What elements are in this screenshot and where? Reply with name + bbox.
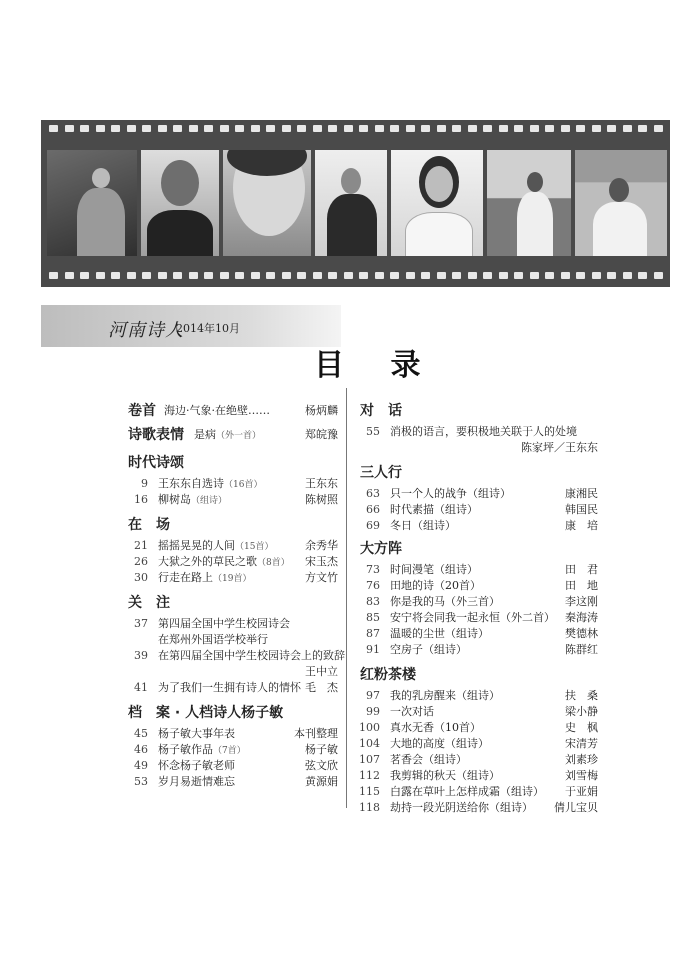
toc-entry[interactable] xyxy=(360,688,598,704)
entry-title: 摇摇晃晃的人间 xyxy=(158,539,235,552)
entry-title: 杨子敏大事年表 xyxy=(158,727,235,740)
film-hole xyxy=(96,125,105,132)
film-hole xyxy=(266,272,275,279)
film-hole xyxy=(421,125,430,132)
entry-title: 空房子（组诗） xyxy=(390,643,467,656)
entry-author: 本刊整理 xyxy=(294,727,338,740)
entry-author: 梁小静 xyxy=(565,705,598,718)
film-hole xyxy=(158,125,167,132)
film-hole xyxy=(142,125,151,132)
film-hole xyxy=(235,125,244,132)
entry-page: 21 xyxy=(134,539,148,552)
film-hole xyxy=(561,125,570,132)
entry-title: 王东东自选诗 xyxy=(158,477,224,490)
toc-entry[interactable] xyxy=(360,752,598,768)
entry-title: 岁月易逝情难忘 xyxy=(158,775,235,788)
photo-woman-closeup xyxy=(223,150,311,256)
film-hole xyxy=(607,272,616,279)
entry-author: 王东东 xyxy=(305,477,338,490)
section-heading-dafangzhen: 大方阵 xyxy=(360,541,402,557)
entry-page: 26 xyxy=(134,555,148,568)
issue-date: 2014年10月 xyxy=(176,322,240,335)
toc-entry[interactable] xyxy=(128,554,338,570)
film-hole xyxy=(514,125,523,132)
toc-entry[interactable] xyxy=(360,626,598,642)
film-hole xyxy=(623,272,632,279)
entry-author: 郑皖豫 xyxy=(305,428,338,441)
entry-page: 107 xyxy=(359,753,380,766)
film-hole xyxy=(483,272,492,279)
film-hole xyxy=(592,272,601,279)
toc-entry[interactable] xyxy=(360,800,598,816)
film-hole xyxy=(189,125,198,132)
entry-title: 在郑州外国语学校举行 xyxy=(158,633,268,646)
film-hole xyxy=(561,272,570,279)
toc-entry[interactable] xyxy=(360,440,598,456)
toc-entry[interactable] xyxy=(360,502,598,518)
toc-entry[interactable] xyxy=(360,784,598,800)
entry-author: 康湘民 xyxy=(565,487,598,500)
entry-page: 63 xyxy=(366,487,380,500)
film-hole xyxy=(576,272,585,279)
film-hole xyxy=(375,125,384,132)
entry-title: 柳树岛 xyxy=(158,493,191,506)
entry-title: 冬日（组诗） xyxy=(390,519,456,532)
toc-entry[interactable] xyxy=(128,492,338,508)
entry-page: 99 xyxy=(366,705,380,718)
film-hole xyxy=(173,125,182,132)
entry-page: 9 xyxy=(141,477,148,490)
entry-page: 41 xyxy=(134,681,148,694)
entry-author: 樊德林 xyxy=(565,627,598,640)
film-hole xyxy=(80,272,89,279)
entry-page: 91 xyxy=(366,643,380,656)
entry-page: 39 xyxy=(134,649,148,662)
entry-page: 76 xyxy=(366,579,380,592)
film-hole xyxy=(266,125,275,132)
entry-title: 在第四届全国中学生校园诗会上的致辞 xyxy=(158,649,345,662)
film-hole xyxy=(127,125,136,132)
entry-author: 毛 杰 xyxy=(305,681,338,694)
entry-author: 王中立 xyxy=(305,665,338,678)
entry-title: 大狱之外的草民之歌 xyxy=(158,555,257,568)
film-hole xyxy=(251,272,260,279)
section-heading-hongfen: 红粉茶楼 xyxy=(360,667,416,683)
entry-title: 消极的语言，要积极地关联于人的处境 xyxy=(390,425,577,438)
toc-entry[interactable] xyxy=(128,758,338,774)
entry-author: 韩国民 xyxy=(565,503,598,516)
film-perforations-bottom xyxy=(41,272,670,282)
film-hole xyxy=(328,125,337,132)
entry-note: （15首） xyxy=(235,542,274,552)
entry-title: 你是我的马（外三首） xyxy=(390,595,500,608)
entry-page: 46 xyxy=(134,743,148,756)
photo-man-in-pavilion xyxy=(575,150,667,256)
column-divider xyxy=(346,388,347,808)
toc-entry[interactable] xyxy=(128,476,338,492)
film-hole xyxy=(80,125,89,132)
film-hole xyxy=(313,272,322,279)
section-heading-zaichang: 在 场 xyxy=(128,517,170,533)
toc-entry[interactable] xyxy=(128,632,338,648)
film-hole xyxy=(96,272,105,279)
entry-page: 69 xyxy=(366,519,380,532)
entry-title: 时间漫笔（组诗） xyxy=(390,563,478,576)
entry-author: 于亚娟 xyxy=(565,785,598,798)
toc-entry-shige[interactable] xyxy=(128,422,338,448)
film-hole xyxy=(158,272,167,279)
entry-author: 扶 桑 xyxy=(565,689,598,702)
photo-young-man-glasses xyxy=(141,150,219,256)
film-hole xyxy=(623,125,632,132)
entry-page: 37 xyxy=(134,617,148,630)
film-hole xyxy=(452,125,461,132)
toc-entry[interactable] xyxy=(360,594,598,610)
toc-entry[interactable] xyxy=(360,562,598,578)
film-hole xyxy=(282,125,291,132)
film-hole xyxy=(359,125,368,132)
entry-author: 陈树照 xyxy=(305,493,338,506)
film-hole xyxy=(359,272,368,279)
entry-title: 海边·气象·在绝壁…… xyxy=(164,404,270,417)
film-hole xyxy=(390,272,399,279)
entry-note: （19首） xyxy=(213,574,252,584)
film-hole xyxy=(468,125,477,132)
section-heading-dangan: 档 案 · 人档诗人杨子敏 xyxy=(128,705,284,721)
toc-entry[interactable] xyxy=(360,642,598,658)
magazine-name: 河南诗人 xyxy=(108,320,184,341)
film-hole xyxy=(65,272,74,279)
toc-entry[interactable] xyxy=(360,518,598,534)
film-hole xyxy=(592,125,601,132)
film-hole xyxy=(328,272,337,279)
photo-filmstrip xyxy=(41,120,670,287)
film-hole xyxy=(483,125,492,132)
section-heading-sanrenxing: 三人行 xyxy=(360,465,402,481)
entry-title: 为了我们一生拥有诗人的情怀 xyxy=(158,681,301,694)
toc-entry[interactable] xyxy=(360,704,598,720)
entry-title: 一次对话 xyxy=(390,705,434,718)
toc-entry[interactable] xyxy=(128,664,338,680)
toc-entry[interactable] xyxy=(128,648,345,664)
film-hole xyxy=(654,125,663,132)
film-hole xyxy=(204,125,213,132)
entry-note: （8首） xyxy=(257,558,290,568)
film-hole xyxy=(375,272,384,279)
film-hole xyxy=(468,272,477,279)
film-hole xyxy=(235,272,244,279)
entry-page: 100 xyxy=(359,721,380,734)
entry-page: 53 xyxy=(134,775,148,788)
entry-author: 倩儿宝贝 xyxy=(554,801,598,814)
section-heading-duihua: 对 话 xyxy=(360,403,402,419)
toc-entry[interactable] xyxy=(128,616,338,632)
film-hole xyxy=(173,272,182,279)
page-title: 目 录 xyxy=(314,348,439,383)
toc-entry[interactable] xyxy=(360,720,598,736)
entry-title: 劫持一段光阴送给你（组诗） xyxy=(390,801,533,814)
film-hole xyxy=(406,272,415,279)
toc-entry[interactable] xyxy=(128,538,338,554)
entry-author: 李这刚 xyxy=(565,595,598,608)
film-perforations-top xyxy=(41,125,670,135)
toc-entry[interactable] xyxy=(360,736,598,752)
film-hole xyxy=(204,272,213,279)
entry-author: 刘素珍 xyxy=(565,753,598,766)
entry-author: 方文竹 xyxy=(305,571,338,584)
film-hole xyxy=(421,272,430,279)
entry-page: 45 xyxy=(134,727,148,740)
entry-page: 16 xyxy=(134,493,148,506)
film-hole xyxy=(127,272,136,279)
entry-note: （16首） xyxy=(224,480,263,490)
toc-entry[interactable] xyxy=(360,424,598,440)
entry-title: 行走在路上 xyxy=(158,571,213,584)
entry-title: 真水无香（10首） xyxy=(390,721,481,734)
film-hole xyxy=(530,125,539,132)
entry-page: 73 xyxy=(366,563,380,576)
entry-page: 83 xyxy=(366,595,380,608)
toc-left-column xyxy=(128,400,345,790)
entry-author: 黄源娟 xyxy=(305,775,338,788)
toc-entry[interactable] xyxy=(128,680,338,696)
section-heading-shidai: 时代诗颂 xyxy=(128,455,184,471)
film-hole xyxy=(607,125,616,132)
entry-author: 田 君 xyxy=(565,563,598,576)
film-hole xyxy=(111,272,120,279)
entry-title: 白露在草叶上怎样成霜（组诗） xyxy=(390,785,544,798)
entry-page: 85 xyxy=(366,611,380,624)
entry-title: 只一个人的战争（组诗） xyxy=(390,487,511,500)
film-hole xyxy=(282,272,291,279)
entry-title: 我的乳房醒来（组诗） xyxy=(390,689,500,702)
film-hole xyxy=(406,125,415,132)
entry-page: 30 xyxy=(134,571,148,584)
entry-page: 104 xyxy=(359,737,380,750)
entry-page: 55 xyxy=(366,425,380,438)
film-hole xyxy=(514,272,523,279)
entry-note: （7首） xyxy=(213,746,246,756)
entry-page: 118 xyxy=(359,801,380,814)
film-hole xyxy=(65,125,74,132)
section-label: 诗歌表情 xyxy=(128,427,184,443)
entry-page: 112 xyxy=(359,769,380,782)
film-hole xyxy=(49,272,58,279)
section-label: 卷首 xyxy=(128,403,156,419)
photo-plaster-statue xyxy=(47,150,137,256)
toc-entry[interactable] xyxy=(128,726,338,742)
film-hole xyxy=(220,272,229,279)
entry-author: 余秀华 xyxy=(305,539,338,552)
entry-author: 宋玉杰 xyxy=(305,555,338,568)
entry-title: 是病 xyxy=(194,428,216,441)
toc-entry[interactable] xyxy=(360,578,598,594)
entry-author: 史 枫 xyxy=(565,721,598,734)
film-hole xyxy=(499,125,508,132)
film-hole xyxy=(49,125,58,132)
film-hole xyxy=(530,272,539,279)
entry-page: 66 xyxy=(366,503,380,516)
film-hole xyxy=(189,272,198,279)
entry-title: 怀念杨子敏老师 xyxy=(158,759,235,772)
film-hole xyxy=(654,272,663,279)
toc-entry-juanshou[interactable] xyxy=(128,400,338,422)
photo-man-seated xyxy=(315,150,387,256)
entry-page: 97 xyxy=(366,689,380,702)
film-hole xyxy=(499,272,508,279)
entry-author: 杨炳麟 xyxy=(305,404,338,417)
photo-man-in-garden xyxy=(487,150,571,256)
entry-title: 安宁将会同我一起永恒（外二首） xyxy=(390,611,555,624)
entry-title: 时代素描（组诗） xyxy=(390,503,478,516)
film-hole xyxy=(452,272,461,279)
entry-author: 秦海涛 xyxy=(565,611,598,624)
film-hole xyxy=(576,125,585,132)
film-hole xyxy=(638,272,647,279)
entry-title: 田地的诗（20首） xyxy=(390,579,481,592)
entry-author: 宋清芳 xyxy=(565,737,598,750)
entry-author: 杨子敏 xyxy=(305,743,338,756)
entry-page: 87 xyxy=(366,627,380,640)
toc-entry[interactable] xyxy=(360,610,598,626)
film-hole xyxy=(111,125,120,132)
film-hole xyxy=(313,125,322,132)
film-hole xyxy=(344,272,353,279)
entry-title: 杨子敏作品 xyxy=(158,743,213,756)
entry-note: （组诗） xyxy=(191,496,228,506)
film-hole xyxy=(638,125,647,132)
film-hole xyxy=(297,272,306,279)
entry-page: 49 xyxy=(134,759,148,772)
entry-page: 115 xyxy=(359,785,380,798)
entry-author: 田 地 xyxy=(565,579,598,592)
toc-entry[interactable] xyxy=(128,742,338,758)
film-hole xyxy=(344,125,353,132)
section-heading-guanzhu: 关 注 xyxy=(128,595,170,611)
film-hole xyxy=(437,125,446,132)
entry-note: （外一首） xyxy=(216,431,262,441)
entry-author: 刘雪梅 xyxy=(565,769,598,782)
film-hole xyxy=(545,272,554,279)
film-hole xyxy=(220,125,229,132)
entry-title: 我剪辑的秋天（组诗） xyxy=(390,769,500,782)
entry-author: 康 培 xyxy=(565,519,598,532)
entry-author: 弦文欣 xyxy=(305,759,338,772)
toc-entry[interactable] xyxy=(128,774,338,790)
entry-title: 第四届全国中学生校园诗会 xyxy=(158,617,290,630)
entry-author: 陈群红 xyxy=(565,643,598,656)
entry-title: 大地的高度（组诗） xyxy=(390,737,489,750)
toc-entry[interactable] xyxy=(360,768,598,784)
film-hole xyxy=(545,125,554,132)
entry-title: 温暖的尘世（组诗） xyxy=(390,627,489,640)
film-hole xyxy=(297,125,306,132)
film-hole xyxy=(437,272,446,279)
toc-entry[interactable] xyxy=(128,570,338,586)
film-hole xyxy=(251,125,260,132)
entry-author: 陈家坪／王东东 xyxy=(521,441,598,454)
toc-entry[interactable] xyxy=(360,486,598,502)
entry-title: 茗香会（组诗） xyxy=(390,753,467,766)
film-hole xyxy=(142,272,151,279)
film-hole xyxy=(390,125,399,132)
toc-right-column xyxy=(360,400,598,816)
photo-woman-smiling xyxy=(391,150,483,256)
